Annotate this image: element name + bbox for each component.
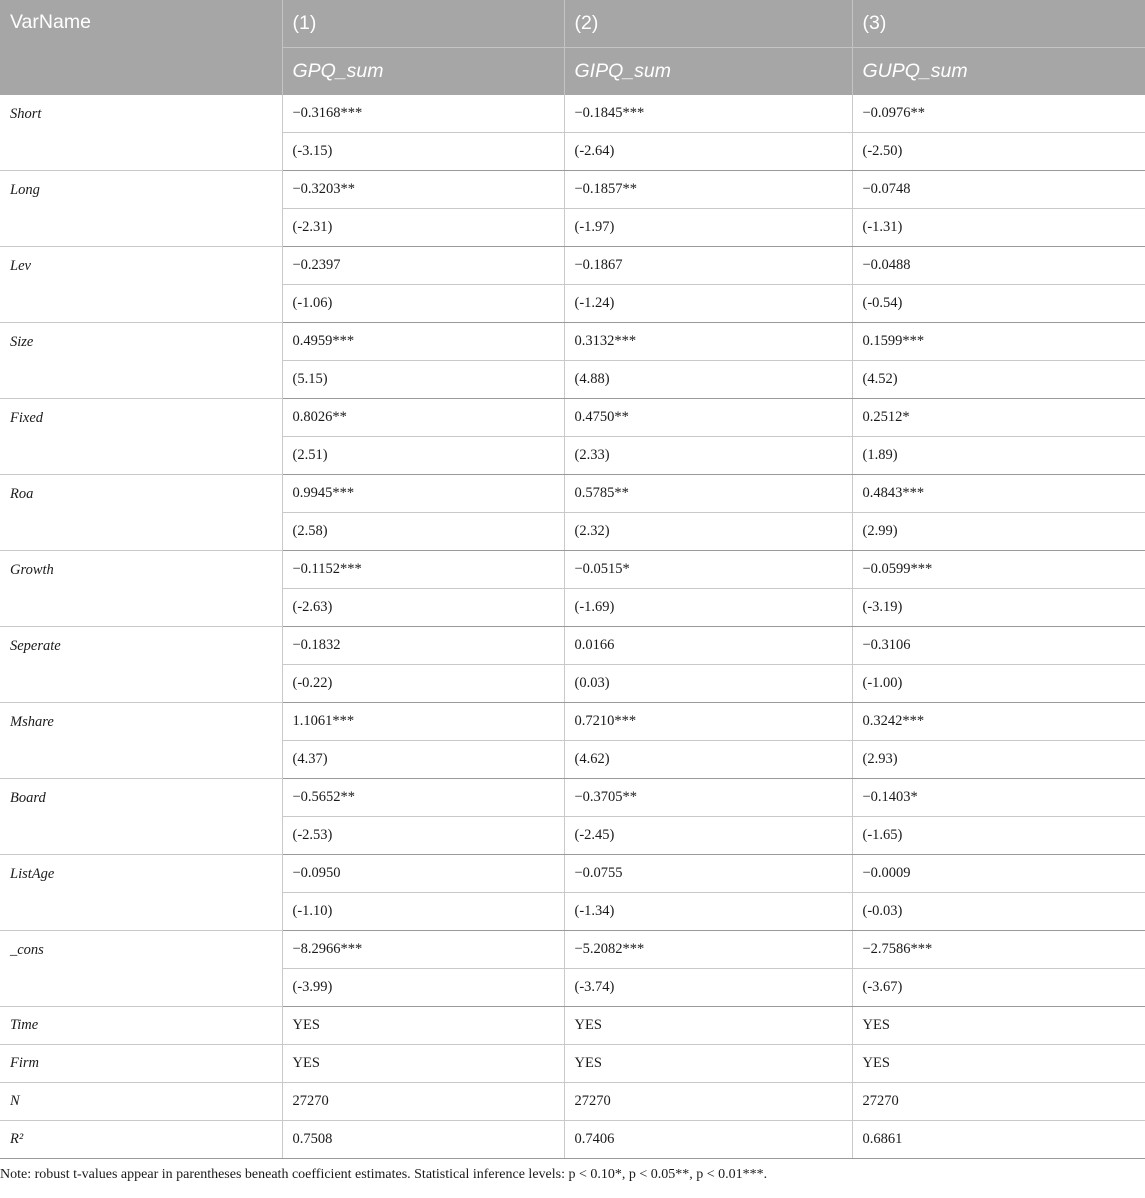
t-value-cell: (2.93) (852, 741, 1145, 779)
coefficient-cell: 0.4959*** (282, 323, 564, 361)
table-row (0, 247, 1145, 285)
variable-name: Fixed (0, 399, 282, 475)
coefficient-cell: 0.4843*** (852, 475, 1145, 513)
header-dependent-var-1: GPQ_sum (282, 48, 564, 96)
coefficient-cell: −8.2966*** (282, 931, 564, 969)
coefficient-cell: −0.0599*** (852, 551, 1145, 589)
coefficient-cell: 0.3242*** (852, 703, 1145, 741)
t-value-cell: (4.88) (564, 361, 852, 399)
t-value-cell: (-0.54) (852, 285, 1145, 323)
table-row (0, 779, 1145, 817)
table-row (0, 703, 1145, 741)
t-value-cell: (-3.74) (564, 969, 852, 1007)
variable-name: Lev (0, 247, 282, 323)
table-row (0, 931, 1145, 969)
coefficient-cell: −0.0976** (852, 95, 1145, 133)
coefficient-cell: −0.1845*** (564, 95, 852, 133)
variable-name: Mshare (0, 703, 282, 779)
t-value-cell: (-1.69) (564, 589, 852, 627)
variable-name: Board (0, 779, 282, 855)
table-row (0, 171, 1145, 209)
t-value-cell: (-2.63) (282, 589, 564, 627)
header-dependent-var-2: GIPQ_sum (564, 48, 852, 96)
coefficient-cell: 0.7210*** (564, 703, 852, 741)
table-row (0, 855, 1145, 893)
variable-name: Size (0, 323, 282, 399)
coefficient-cell: 0.2512* (852, 399, 1145, 437)
header-column-3: (3) (852, 0, 1145, 48)
t-value-cell: (-0.22) (282, 665, 564, 703)
t-value-cell: (1.89) (852, 437, 1145, 475)
variable-name: ListAge (0, 855, 282, 931)
t-value-cell: (2.51) (282, 437, 564, 475)
coefficient-cell: −0.1152*** (282, 551, 564, 589)
table-body (0, 95, 1145, 1159)
variable-name: Long (0, 171, 282, 247)
summary-cell: YES (852, 1007, 1145, 1045)
coefficient-cell: −0.3203** (282, 171, 564, 209)
t-value-cell: (-3.67) (852, 969, 1145, 1007)
summary-cell: YES (564, 1045, 852, 1083)
t-value-cell: (2.32) (564, 513, 852, 551)
summary-cell: YES (282, 1007, 564, 1045)
coefficient-cell: −0.0748 (852, 171, 1145, 209)
t-value-cell: (-1.10) (282, 893, 564, 931)
coefficient-cell: 0.9945*** (282, 475, 564, 513)
coefficient-cell: −0.5652** (282, 779, 564, 817)
table-row (0, 399, 1145, 437)
coefficient-cell: 0.1599*** (852, 323, 1145, 361)
header-dependent-var-3: GUPQ_sum (852, 48, 1145, 96)
summary-cell: YES (852, 1045, 1145, 1083)
coefficient-cell: 0.5785** (564, 475, 852, 513)
coefficient-cell: −0.0755 (564, 855, 852, 893)
coefficient-cell: −5.2082*** (564, 931, 852, 969)
t-value-cell: (2.99) (852, 513, 1145, 551)
coefficient-cell: −0.3705** (564, 779, 852, 817)
t-value-cell: (-1.00) (852, 665, 1145, 703)
summary-cell: YES (282, 1045, 564, 1083)
summary-cell: 27270 (282, 1083, 564, 1121)
variable-name: Roa (0, 475, 282, 551)
coefficient-cell: −0.3168*** (282, 95, 564, 133)
t-value-cell: (4.37) (282, 741, 564, 779)
table-row (0, 323, 1145, 361)
summary-cell: 0.7406 (564, 1121, 852, 1159)
t-value-cell: (-2.64) (564, 133, 852, 171)
t-value-cell: (-3.99) (282, 969, 564, 1007)
coefficient-cell: 0.8026** (282, 399, 564, 437)
coefficient-cell: 0.0166 (564, 627, 852, 665)
coefficient-cell: −0.3106 (852, 627, 1145, 665)
table-row (0, 1007, 1145, 1045)
table-row (0, 1083, 1145, 1121)
coefficient-cell: −0.0009 (852, 855, 1145, 893)
header-varname: VarName (0, 0, 282, 95)
t-value-cell: (-2.50) (852, 133, 1145, 171)
summary-cell: 27270 (852, 1083, 1145, 1121)
variable-name: _cons (0, 931, 282, 1007)
t-value-cell: (4.52) (852, 361, 1145, 399)
table-row (0, 95, 1145, 133)
summary-cell: 0.6861 (852, 1121, 1145, 1159)
coefficient-cell: −0.1857** (564, 171, 852, 209)
coefficient-cell: −0.0950 (282, 855, 564, 893)
table-row (0, 475, 1145, 513)
coefficient-cell: −0.0488 (852, 247, 1145, 285)
summary-cell: 27270 (564, 1083, 852, 1121)
t-value-cell: (0.03) (564, 665, 852, 703)
t-value-cell: (-1.65) (852, 817, 1145, 855)
coefficient-cell: −0.1867 (564, 247, 852, 285)
t-value-cell: (-2.45) (564, 817, 852, 855)
table-header (0, 0, 1145, 95)
variable-name: R² (0, 1121, 282, 1159)
coefficient-cell: −0.0515* (564, 551, 852, 589)
t-value-cell: (-2.31) (282, 209, 564, 247)
table-row (0, 1045, 1145, 1083)
t-value-cell: (4.62) (564, 741, 852, 779)
header-column-2: (2) (564, 0, 852, 48)
variable-name: Firm (0, 1045, 282, 1083)
coefficient-cell: 0.4750** (564, 399, 852, 437)
t-value-cell: (-1.34) (564, 893, 852, 931)
table-row (0, 551, 1145, 589)
t-value-cell: (-1.24) (564, 285, 852, 323)
t-value-cell: (-1.97) (564, 209, 852, 247)
t-value-cell: (-3.15) (282, 133, 564, 171)
summary-cell: YES (564, 1007, 852, 1045)
variable-name: Seperate (0, 627, 282, 703)
coefficient-cell: 1.1061*** (282, 703, 564, 741)
table-row (0, 627, 1145, 665)
variable-name: Short (0, 95, 282, 171)
coefficient-cell: −0.1403* (852, 779, 1145, 817)
variable-name: Time (0, 1007, 282, 1045)
table-note: Note: robust t-values appear in parentheses beneath coefficient estimates. Statistical inference levels: p < 0.10*, p < 0.05**, p < 0.01***. (0, 1167, 768, 1182)
t-value-cell: (-0.03) (852, 893, 1145, 931)
t-value-cell: (-1.06) (282, 285, 564, 323)
t-value-cell: (-2.53) (282, 817, 564, 855)
t-value-cell: (-1.31) (852, 209, 1145, 247)
summary-cell: 0.7508 (282, 1121, 564, 1159)
t-value-cell: (2.58) (282, 513, 564, 551)
header-column-1: (1) (282, 0, 564, 48)
coefficient-cell: −2.7586*** (852, 931, 1145, 969)
coefficient-cell: −0.2397 (282, 247, 564, 285)
coefficient-cell: 0.3132*** (564, 323, 852, 361)
variable-name: N (0, 1083, 282, 1121)
coefficient-cell: −0.1832 (282, 627, 564, 665)
t-value-cell: (2.33) (564, 437, 852, 475)
variable-name: Growth (0, 551, 282, 627)
t-value-cell: (-3.19) (852, 589, 1145, 627)
t-value-cell: (5.15) (282, 361, 564, 399)
table-row (0, 1121, 1145, 1159)
